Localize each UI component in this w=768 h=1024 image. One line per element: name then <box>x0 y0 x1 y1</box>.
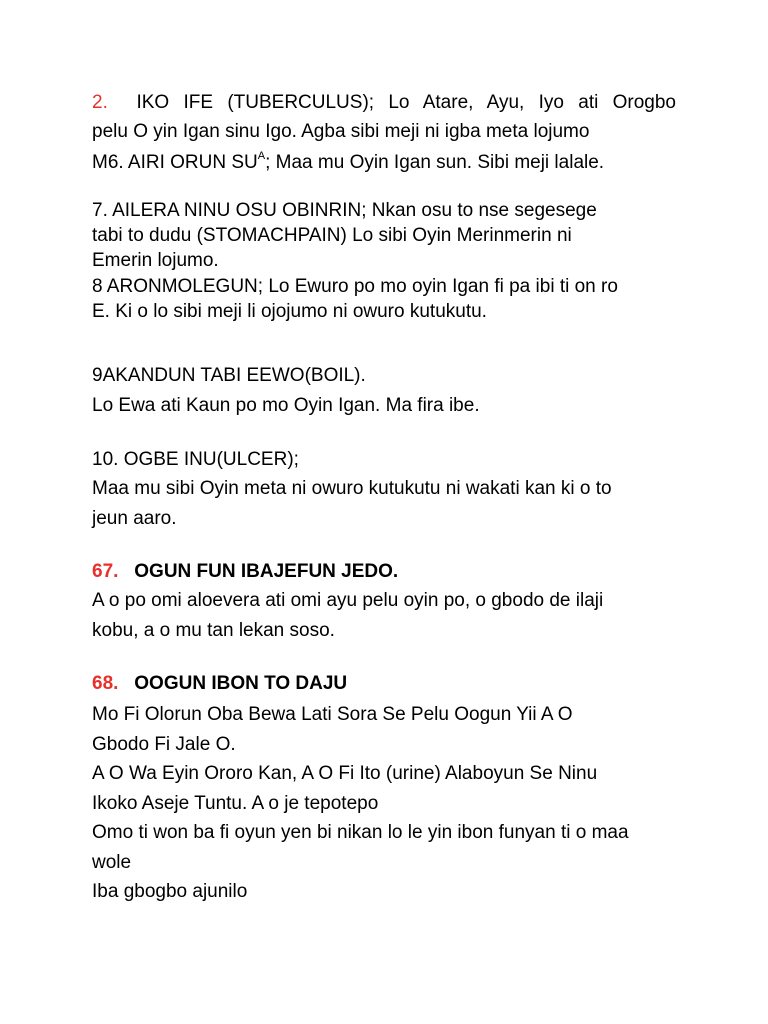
section-7-line-2: tabi to dudu (STOMACHPAIN) Lo sibi Oyin Merinmerin ni <box>92 225 572 246</box>
section-67-line-1: A o po omi aloevera ati omi ayu pelu oyin po, o gbodo de ilaji <box>92 590 604 611</box>
section-8-line-2: E. Ki o lo sibi meji li ojojumo ni owuro kutukutu. <box>92 301 487 322</box>
section-68-heading <box>92 672 347 696</box>
section-67-heading <box>92 560 398 584</box>
section-68-line-1: Mo Fi Olorun Oba Bewa Lati Sora Se Pelu Oogun Yii A O <box>92 704 573 725</box>
section-68-title: OOGUN IBON TO DAJU <box>134 673 348 694</box>
section-6-superscript: A <box>257 150 266 162</box>
section-68-line-6: wole <box>92 852 132 873</box>
section-6-line <box>92 151 604 175</box>
section-2-number: 2. <box>92 92 108 113</box>
section-67-title: OGUN FUN IBAJEFUN JEDO. <box>134 561 399 582</box>
section-68-line-7: Iba gbogbo ajunilo <box>92 881 248 902</box>
section-2-heading-text: IKO IFE (TUBERCULUS); Lo Atare, Ayu, Iyo ati Orogbo <box>136 92 676 113</box>
section-68-line-3: A O Wa Eyin Ororo Kan, A O Fi Ito (urine) Alaboyun Se Ninu <box>92 763 598 784</box>
section-68-line-5: Omo ti won ba fi oyun yen bi nikan lo le yin ibon funyan ti o maa <box>92 822 629 843</box>
section-8-line-1: 8 ARONMOLEGUN; Lo Ewuro po mo oyin Igan fi pa ibi ti on ro <box>92 276 618 297</box>
section-67-line-2: kobu, a o mu tan lekan soso. <box>92 620 335 641</box>
section-6-rest: ; Maa mu Oyin Igan sun. Sibi meji lalale. <box>265 152 605 173</box>
section-7-line-1: 7. AILERA NINU OSU OBINRIN; Nkan osu to nse segesege <box>92 200 597 221</box>
section-10-line-1: 10. OGBE INU(ULCER); <box>92 449 299 470</box>
section-68-line-2: Gbodo Fi Jale O. <box>92 734 236 755</box>
section-10-line-3: jeun aaro. <box>92 508 177 529</box>
section-2-line-1 <box>92 91 676 115</box>
section-68-line-4: Ikoko Aseje Tuntu. A o je tepotepo <box>92 793 379 814</box>
section-9-line-1: 9AKANDUN TABI EEWO(BOIL). <box>92 365 366 386</box>
section-9-line-2: Lo Ewa ati Kaun po mo Oyin Igan. Ma fira ibe. <box>92 395 480 416</box>
section-7-line-3: Emerin lojumo. <box>92 250 219 271</box>
section-2-line-2: pelu O yin Igan sinu Igo. Agba sibi meji ni igba meta lojumo <box>92 121 590 142</box>
section-68-number: 68. <box>92 673 119 694</box>
section-10-line-2: Maa mu sibi Oyin meta ni owuro kutukutu ni wakati kan ki o to <box>92 478 612 499</box>
section-67-number: 67. <box>92 561 119 582</box>
section-6-prefix: M6. AIRI ORUN SU <box>92 152 258 173</box>
